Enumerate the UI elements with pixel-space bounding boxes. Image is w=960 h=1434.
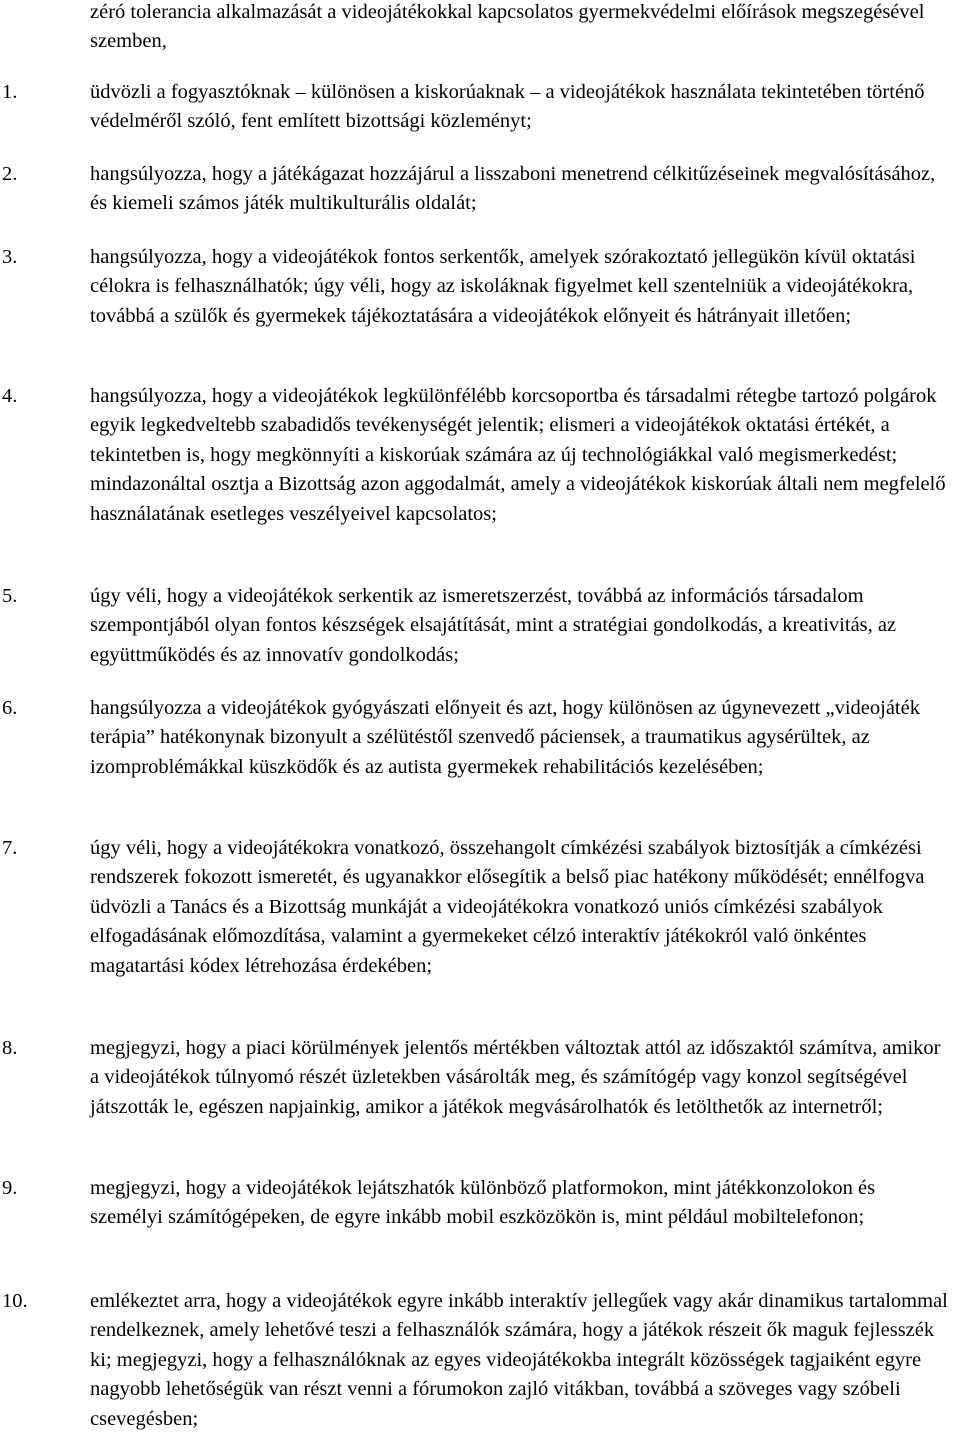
item-text: emlékeztet arra, hogy a videojátékok egyre inkább interaktív jellegűek vagy akár dinamikus tartalommal rendelkeznek, amely lehetővé teszi a felhasználók számára, hogy a játékok részeit ők maguk fejlesszék ki; megjegyzi, hogy a felhasználóknak az egyes videojátékokba integrált közösségek tagjaiként egyre nagyobb lehetőségük van részt venni a fórumokon zajló vitákban, továbbá a szöveges vagy szóbeli csevegésben;: [90, 1290, 948, 1430]
item-number: 10.: [2, 1290, 28, 1312]
list-item: [0, 694, 952, 782]
list-item: [0, 834, 952, 981]
list-item: [0, 1034, 952, 1122]
intro-paragraph: [0, 0, 952, 57]
item-text: úgy véli, hogy a videojátékok serkentik az ismeretszerzést, továbbá az információs társadalom szempontjából olyan fontos készségek elsajátítását, mint a stratégiai gondolkodás, a kreativitás, az együttműködés és az innovatív gondolkodás;: [90, 585, 897, 666]
item-text: hangsúlyozza a videojátékok gyógyászati előnyeit és azt, hogy különösen az úgynevezett „videojáték terápia” hatékonynak bizonyult a szélütéstől szenvedő páciensek, a traumatikus agysérültek, az izomproblémákkal küszködők és az autista gyermekek rehabilitációs kezelésében;: [90, 697, 920, 778]
item-text: megjegyzi, hogy a piaci körülmények jelentős mértékben változtak attól az időszaktól számítva, amikor a videojátékok túlnyomó részét üzletekben vásárolták meg, és számítógép vagy konzol segítségével játszották le, egészen napjainkig, amikor a játékok megvásárolhatók és letölthetők az internetről;: [90, 1037, 941, 1118]
item-number: 1.: [2, 81, 18, 103]
item-text: hangsúlyozza, hogy a játékágazat hozzájárul a lisszaboni menetrend célkitűzéseinek megvalósításához, és kiemeli számos játék multikulturális oldalát;: [90, 163, 936, 215]
item-number: 2.: [2, 163, 18, 185]
list-item: [0, 582, 952, 670]
list-item: [0, 243, 952, 331]
list-item: [0, 1287, 952, 1434]
item-text: megjegyzi, hogy a videojátékok lejátszhatók különböző platformokon, mint játékkonzolokon és személyi számítógépeken, de egyre inkább mobil eszközökön is, mint például mobiltelefonon;: [90, 1177, 876, 1229]
item-number: 4.: [2, 385, 18, 407]
item-number: 3.: [2, 246, 18, 268]
list-item: [0, 78, 952, 137]
item-text: úgy véli, hogy a videojátékokra vonatkozó, összehangolt címkézési szabályok biztosítják a címkézési rendszerek fokozott ismeretét, és ugyanakkor elősegítik a belső piac hatékony működését; ennélfogva üdvözli a Tanács és a Bizottság munkáját a videojátékokra vonatkozó uniós címkézési szabályok elfogadásának előmozdítása, valamint a gyermekeket célzó interaktív játékokról való önkéntes magatartási kódex létrehozása érdekében;: [90, 837, 925, 977]
list-item: [0, 1174, 952, 1233]
item-number: 5.: [2, 585, 18, 607]
item-number: 8.: [2, 1037, 18, 1059]
item-number: 9.: [2, 1177, 18, 1199]
list-item: [0, 160, 952, 219]
item-text: üdvözli a fogyasztóknak – különösen a kiskorúaknak – a videojátékok használata tekintetében történő védelméről szóló, fent említett bizottsági közleményt;: [90, 81, 925, 133]
item-text: hangsúlyozza, hogy a videojátékok legkülönfélébb korcsoportba és társadalmi rétegbe tartozó polgárok egyik legkedveltebb szabadidős tevékenységét jelentik; elismeri a videojátékok oktatási értékét, a tekintetben is, hogy megkönnyíti a kiskorúak számára az új technológiákkal való megismerkedést; mindazonáltal osztja a Bizottság azon aggodalmát, amely a videojátékok kiskorúak általi nem megfelelő használatának esetleges veszélyeivel kapcsolatos;: [90, 385, 946, 525]
item-text: hangsúlyozza, hogy a videojátékok fontos serkentők, amelyek szórakoztató jellegükön kívül oktatási célokra is felhasználhatók; úgy véli, hogy az iskoláknak figyelmet kell szentelniük a videojátékokra, továbbá a szülők és gyermekek tájékoztatására a videojátékok előnyeit és hátrányait illetően;: [90, 246, 916, 327]
item-number: 6.: [2, 697, 18, 719]
list-item: [0, 382, 952, 529]
item-number: 7.: [2, 837, 18, 859]
paragraph-text: zéró tolerancia alkalmazását a videojátékokkal kapcsolatos gyermekvédelmi előírások megszegésével szemben,: [90, 1, 925, 53]
